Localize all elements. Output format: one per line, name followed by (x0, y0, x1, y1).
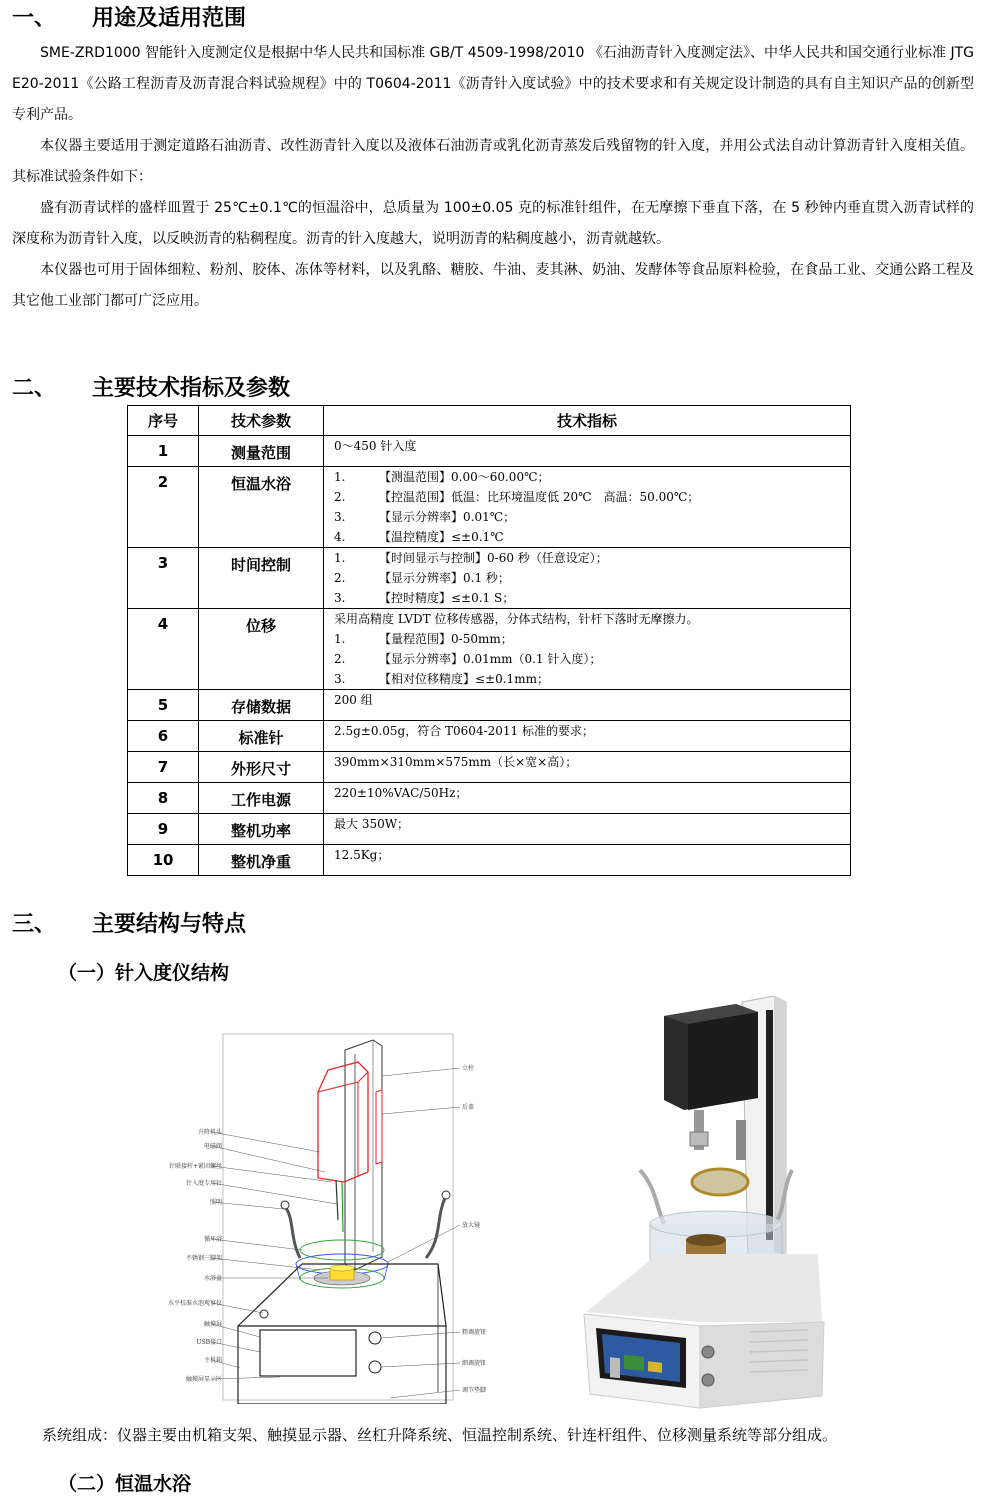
section-1-heading (12, 4, 246, 34)
row-spec: 220±10%VAC/50Hz； (324, 783, 851, 814)
row-spec: 200 组 (324, 690, 851, 721)
row-param: 整机功率 (199, 814, 324, 845)
row-param: 恒温水浴 (199, 467, 324, 548)
section-3-number: 三、 (12, 912, 57, 937)
label-lift-head: 升降机头 (197, 1129, 222, 1136)
table-row (128, 752, 851, 783)
label-needle: 针入度专用针 (185, 1180, 222, 1187)
system-caption: 系统组成：仪器主要由机箱支架、触摸显示器、丝杠升降系统、恒温控制系统、针连杆组件、位移测量系统等部分组成。 (42, 1426, 838, 1444)
row-param: 时间控制 (199, 548, 324, 609)
section-2-number: 二、 (12, 376, 57, 401)
row-param: 标准针 (199, 721, 324, 752)
row-param: 整机净重 (199, 845, 324, 876)
spec-item: 1. 【量程范围】0-50mm； (334, 632, 513, 646)
row-no: 1 (128, 436, 199, 467)
table-row (128, 721, 851, 752)
label-usb: USB接口 (196, 1339, 222, 1346)
row-no: 4 (128, 609, 199, 690)
spec-item: 1. 【测温范围】0.00～60.00℃； (334, 470, 550, 484)
label-level: 水平校准水泡观察仪 (167, 1300, 222, 1307)
row-param: 测量范围 (199, 436, 324, 467)
table-row (128, 467, 851, 548)
row-no: 6 (128, 721, 199, 752)
row-param: 位移 (199, 609, 324, 690)
label-circulation: 循环浴 (203, 1236, 222, 1243)
spec-item: 2. 【显示分辨率】0.01mm（0.1 针入度）； (334, 652, 602, 666)
header-no: 序号 (128, 406, 199, 436)
structure-diagram (160, 1032, 505, 1404)
table-row (128, 609, 851, 690)
paragraph-3: 盛有沥青试样的盛样皿置于 25℃±0.1℃的恒温浴中，总质量为 100±0.05 克的标准针组件，在无摩擦下垂直下落，在 5 秒钟内垂直贯入沥青试样的深度称为沥青针入度，以反映沥青的粘稠程度。沥青的针入度越大，说明沥青的粘稠度越小，沥青就越软。 (12, 200, 974, 247)
row-no: 2 (128, 467, 199, 548)
row-spec (324, 436, 851, 467)
spec-item: 2. 【控温范围】低温：比环境温度低 20℃ 高温：50.00℃； (334, 490, 700, 504)
section-1-number: 一、 (12, 6, 57, 31)
row-param: 外形尺寸 (199, 752, 324, 783)
row-no: 7 (128, 752, 199, 783)
row-spec (324, 467, 851, 548)
subsection-structure-title: （一）针入度仪结构 (58, 962, 230, 984)
label-coarse-knob: 粗调旋钮 (462, 1329, 487, 1336)
table-row (128, 690, 851, 721)
subsection-bath-title: （二）恒温水浴 (58, 1473, 192, 1495)
section-1-title: 用途及适用范围 (92, 6, 247, 31)
spec-item: 3. 【控时精度】≤±0.1 S； (334, 591, 515, 605)
label-light: 照明 (209, 1199, 222, 1206)
row-no: 8 (128, 783, 199, 814)
spec-item: 3. 【相对位移精度】≤±0.1mm； (334, 672, 549, 686)
row-spec: 最大 350W； (324, 814, 851, 845)
product-photo (560, 992, 845, 1410)
spec-line: 采用高精度 LVDT 位移传感器，分体式结构，针杆下落时无摩擦力。 (334, 612, 699, 626)
spec-item: 1. 【时间显示与控制】0-60 秒（任意设定）； (334, 551, 608, 565)
label-column: 立柱 (462, 1065, 475, 1072)
row-spec (324, 548, 851, 609)
label-foot: 调节垫脚 (462, 1387, 487, 1394)
row-no: 10 (128, 845, 199, 876)
section-2-heading (12, 374, 290, 404)
label-solenoid: 电磁阀 (203, 1143, 222, 1150)
row-spec: 390mm×310mm×575mm（长×宽×高）； (324, 752, 851, 783)
row-spec (324, 609, 851, 690)
section-1-body (12, 38, 974, 317)
label-fine-knob: 细调旋钮 (462, 1360, 487, 1367)
table-row (128, 436, 851, 467)
header-param: 技术参数 (199, 406, 324, 436)
label-magnifier: 放大镜 (462, 1222, 481, 1229)
row-no: 3 (128, 548, 199, 609)
label-touchscreen: 触摸屏 (203, 1321, 222, 1328)
row-no: 9 (128, 814, 199, 845)
row-param: 存储数据 (199, 690, 324, 721)
paragraph-1: SME-ZRD1000 智能针入度测定仪是根据中华人民共和国标准 GB/T 4509-1998/2010 《石油沥青针入度测定法》、中华人民共和国交通行业标准 JTG E20-2011《公路工程沥青及沥青混合料试验规程》中的 T0604-2011《沥青针入度试验》中的技术要求和有关规定设计制造的具有自主知识产品的创新型专利产品。 (12, 45, 974, 123)
spec-item: 2. 【显示分辨率】0.1 秒； (334, 571, 510, 585)
table-row (128, 845, 851, 876)
row-param: 工作电源 (199, 783, 324, 814)
header-spec: 技术指标 (324, 406, 851, 436)
row-spec: 12.5Kg； (324, 845, 851, 876)
row-no: 5 (128, 690, 199, 721)
table-row (128, 814, 851, 845)
spec-item: 4. 【温控精度】≤±0.1℃ (334, 530, 504, 544)
paragraph-2: 本仪器主要适用于测定道路石油沥青、改性沥青针入度以及液体石油沥青或乳化沥青蒸发后残留物的针入度，并用公式法自动计算沥青针入度相关值。其标准试验条件如下： (12, 138, 974, 185)
label-bath: 水浴盆 (203, 1275, 222, 1282)
table-header-row (128, 406, 851, 436)
section-2-title: 主要技术指标及参数 (92, 376, 291, 401)
row-spec: 2.5g±0.05g，符合 T0604-2011 标准的要求； (324, 721, 851, 752)
label-back-cover: 后盖 (462, 1104, 475, 1111)
paragraph-4: 本仪器也可用于固体细粒、粉剂、胶体、冻体等材料，以及乳酪、糖胶、牛油、麦其淋、奶油、发酵体等食品原料检验，在食品工业、交通公路工程及其它他工业部门都可广泛应用。 (12, 262, 974, 309)
label-case: 主机箱 (203, 1357, 222, 1364)
label-tripod: 不锈钢三脚架 (185, 1255, 222, 1262)
label-needle-rod: 针联接杆+紧固螺丝 (168, 1163, 222, 1170)
spec-item: 3. 【显示分辨率】0.01℃； (334, 510, 516, 524)
label-display-area: 触摸屏显示区 (185, 1376, 222, 1383)
spec-table (127, 405, 851, 876)
section-3-heading (12, 910, 246, 940)
table-row (128, 783, 851, 814)
section-3-title: 主要结构与特点 (92, 912, 247, 937)
spec-line: 0～450 针入度 (334, 439, 417, 453)
table-row (128, 548, 851, 609)
